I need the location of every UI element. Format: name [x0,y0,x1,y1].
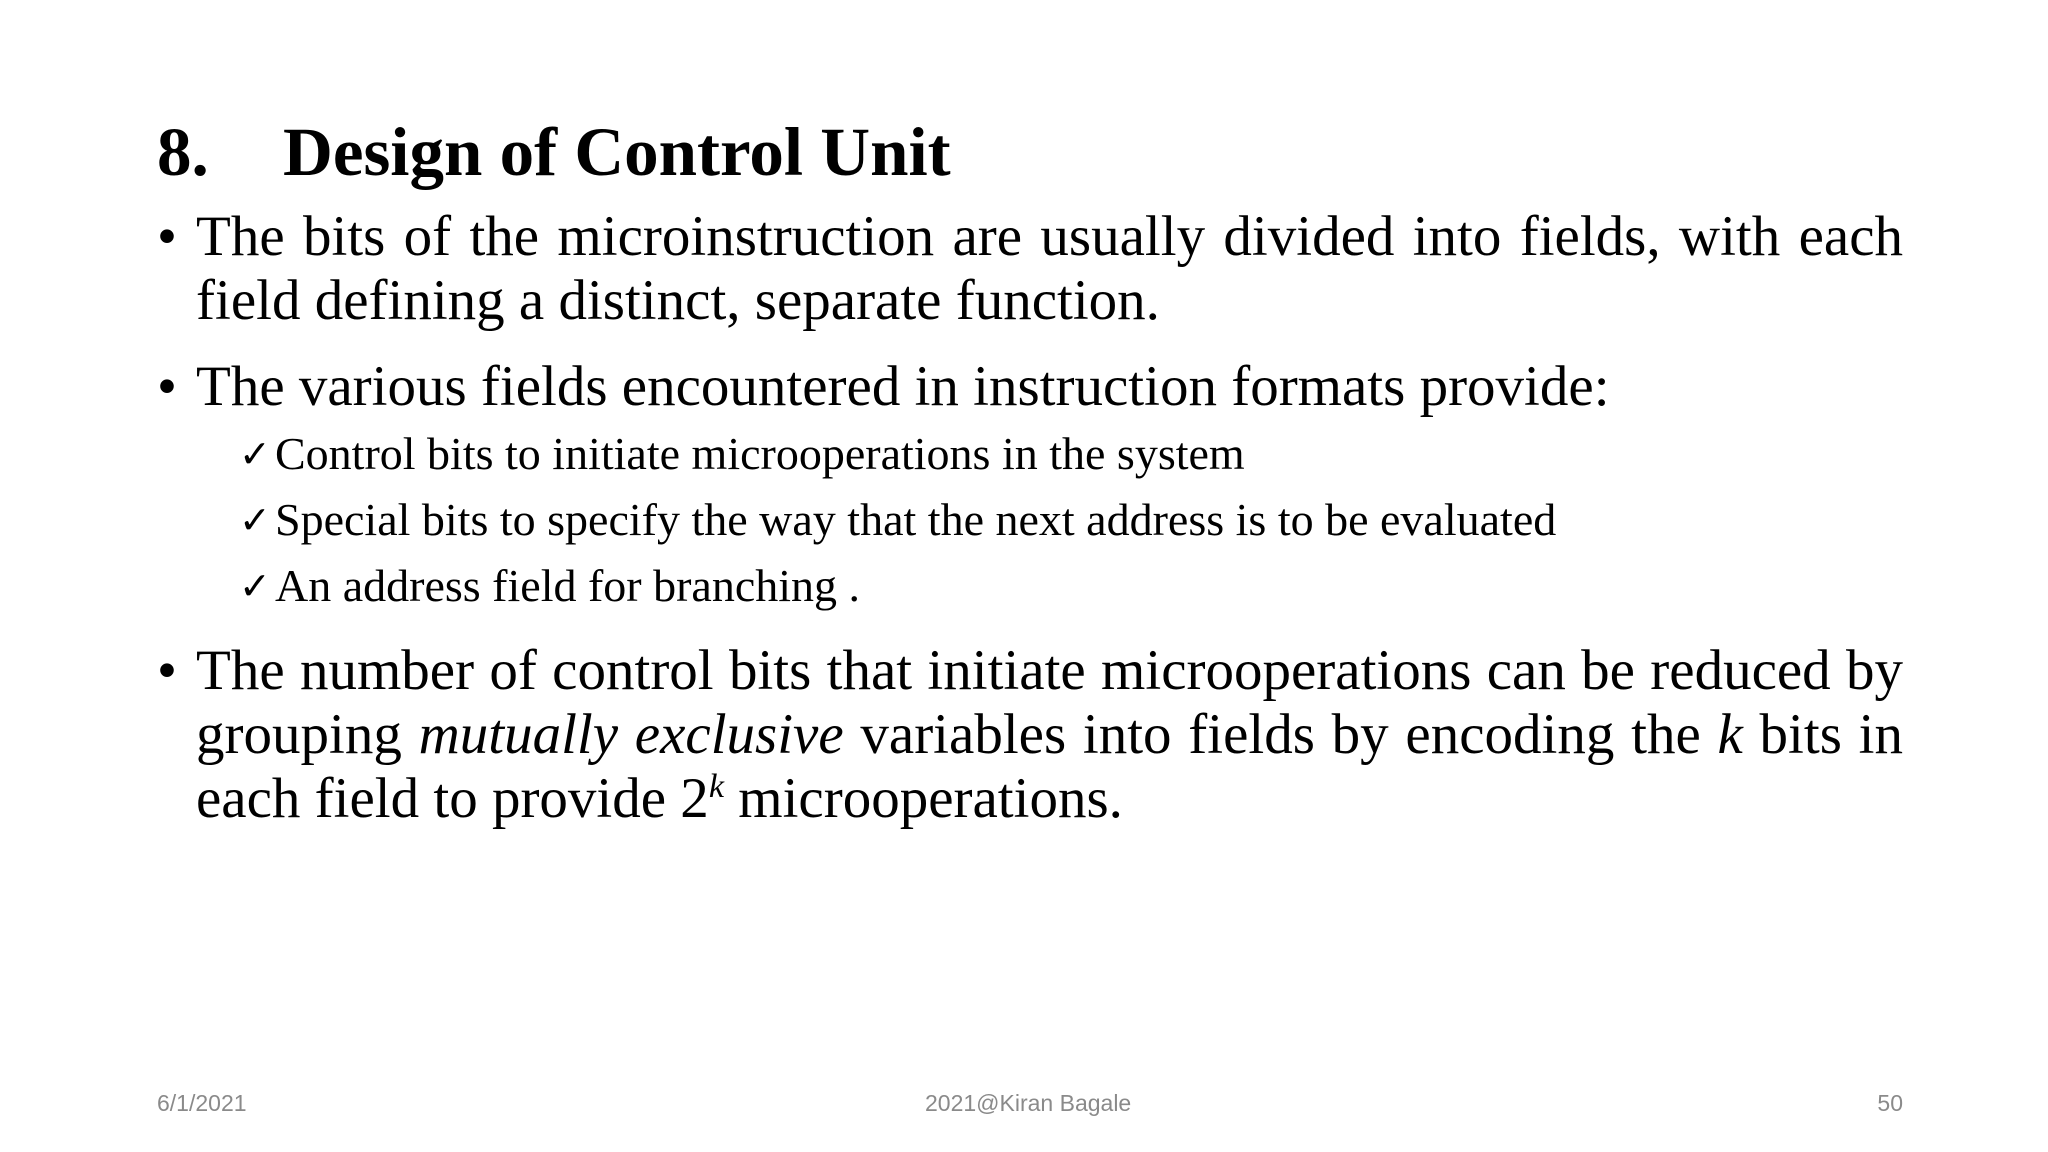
sub-item [239,421,1903,487]
bullet-dot-icon: • [157,355,177,418]
bullet-text: The bits of the microinstruction are usually divided into fields, with each field defining a distinct, separate function. [196,205,1903,332]
slide-content [157,205,1903,831]
text-run: bits in each field to provide 2 [196,703,1903,830]
bullet-text: The various fields encountered in instruction formats provide: [196,355,1610,418]
text-run: The number of control bits that initiate microoperations can be reduced by grouping [196,639,1903,766]
footer-page-number: 50 [1877,1090,1903,1116]
footer-date: 6/1/2021 [157,1090,247,1116]
sub-item-text: An address field for branching . [275,560,861,611]
checkmark-icon: ✓ [239,432,271,476]
slide-title [157,112,951,192]
bullet-dot-icon: • [157,205,177,268]
italic-text: k [1717,703,1743,766]
bullet-item [157,205,1903,333]
sub-item-text: Special bits to specify the way that the next address is to be evaluated [275,494,1557,545]
text-run: microoperations. [724,767,1123,830]
sub-item [239,553,1903,619]
sub-item-text: Control bits to initiate microoperations in the system [275,428,1245,479]
superscript-text: k [708,768,724,805]
checkmark-icon: ✓ [239,498,271,542]
checkmark-icon: ✓ [239,564,271,608]
bullet-item [157,355,1903,419]
title-number: 8. [157,114,209,190]
footer-author: 2021@Kiran Bagale [925,1090,1132,1116]
title-text: Design of Control Unit [283,114,951,190]
italic-text: mutually exclusive [418,703,844,766]
sub-list [157,421,1903,619]
bullet-dot-icon: • [157,639,177,702]
sub-item [239,487,1903,553]
text-run: variables into fields by encoding the [843,703,1718,766]
bullet-item [157,639,1903,831]
bullet-text [196,639,1903,830]
